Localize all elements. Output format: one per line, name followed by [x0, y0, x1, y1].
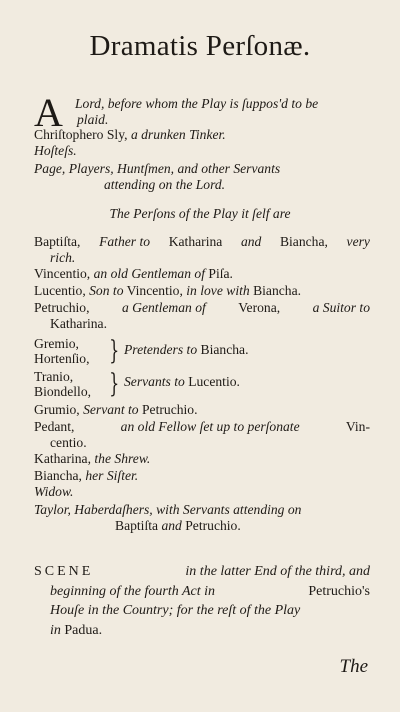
sly-entry	[34, 127, 370, 143]
scene-description: SCENE in the latter End of the third, and beginning of the fourth Act in Petruchio's Houſe in the Country; for the reſt of the Play in Padua.	[34, 564, 370, 638]
pretenders-label: Pretenders to Biancha.	[124, 342, 249, 357]
pages-line-2: attending on the Lord.	[104, 177, 226, 192]
servants-label: Servants to Lucentio.	[124, 374, 240, 389]
pages-line-1: Page, Players, Huntſmen, and other Servants	[34, 161, 281, 176]
scene-word: SCENE	[34, 564, 94, 579]
character-name: Baptiſta,	[34, 234, 81, 249]
character-name: Biancha,	[34, 468, 82, 483]
page-title: Dramatis Perſonæ.	[89, 30, 311, 62]
hostess-entry: Hoſteſs.	[34, 143, 77, 158]
character-name: Vincentio,	[34, 266, 91, 281]
pages-entry	[34, 161, 370, 193]
drop-cap: A	[34, 90, 63, 135]
widow-entry: Widow.	[34, 484, 74, 499]
baptista-entry: Baptiſta, Father to Katharina and Biancha, very rich.	[34, 234, 370, 265]
vincentio-entry: Vincentio, an old Gentleman of Piſa.	[34, 266, 233, 281]
brace-icon: }	[109, 369, 120, 399]
servants-group	[34, 369, 91, 399]
pedant-entry: Pedant, an old Fellow ſet up to perſonate Vin- centio.	[34, 419, 370, 450]
character-name: Hortenſio,	[34, 351, 90, 366]
katharina-entry: Katharina, the Shrew.	[34, 451, 151, 466]
brace-icon: }	[109, 336, 120, 366]
character-name: Pedant,	[34, 419, 75, 434]
character-name: Biondello,	[34, 384, 92, 399]
character-name: Chriſtophero Sly,	[34, 127, 128, 142]
character-name: Grumio,	[34, 402, 80, 417]
character-desc: a drunken Tinker.	[130, 127, 226, 142]
lord-line-2: plaid.	[77, 112, 109, 127]
lord-line-1: Lord, before whom the Play is ſuppos'd to be	[75, 96, 319, 111]
grumio-entry: Grumio, Servant to Petruchio.	[34, 402, 198, 417]
lucentio-entry: Lucentio, Son to Vincentio, in love with Biancha.	[34, 283, 302, 298]
character-name: Tranio,	[34, 369, 74, 384]
catchword: The	[339, 656, 368, 677]
character-name: Gremio,	[34, 336, 79, 351]
character-name: Katharina,	[34, 451, 91, 466]
taylor-entry: Taylor, Haberdaſhers, with Servants attending on Baptiſta and Petruchio.	[34, 502, 302, 533]
character-name: Lucentio,	[34, 283, 86, 298]
petruchio-entry: Petruchio, a Gentleman of Verona, a Suitor to Katharina.	[34, 300, 370, 331]
persons-heading: The Perſons of the Play it ſelf are	[109, 206, 291, 221]
pretenders-group	[34, 336, 90, 366]
lord-entry	[75, 96, 370, 128]
character-name: Petruchio,	[34, 300, 90, 315]
biancha-entry: Biancha, her Siſter.	[34, 468, 139, 483]
